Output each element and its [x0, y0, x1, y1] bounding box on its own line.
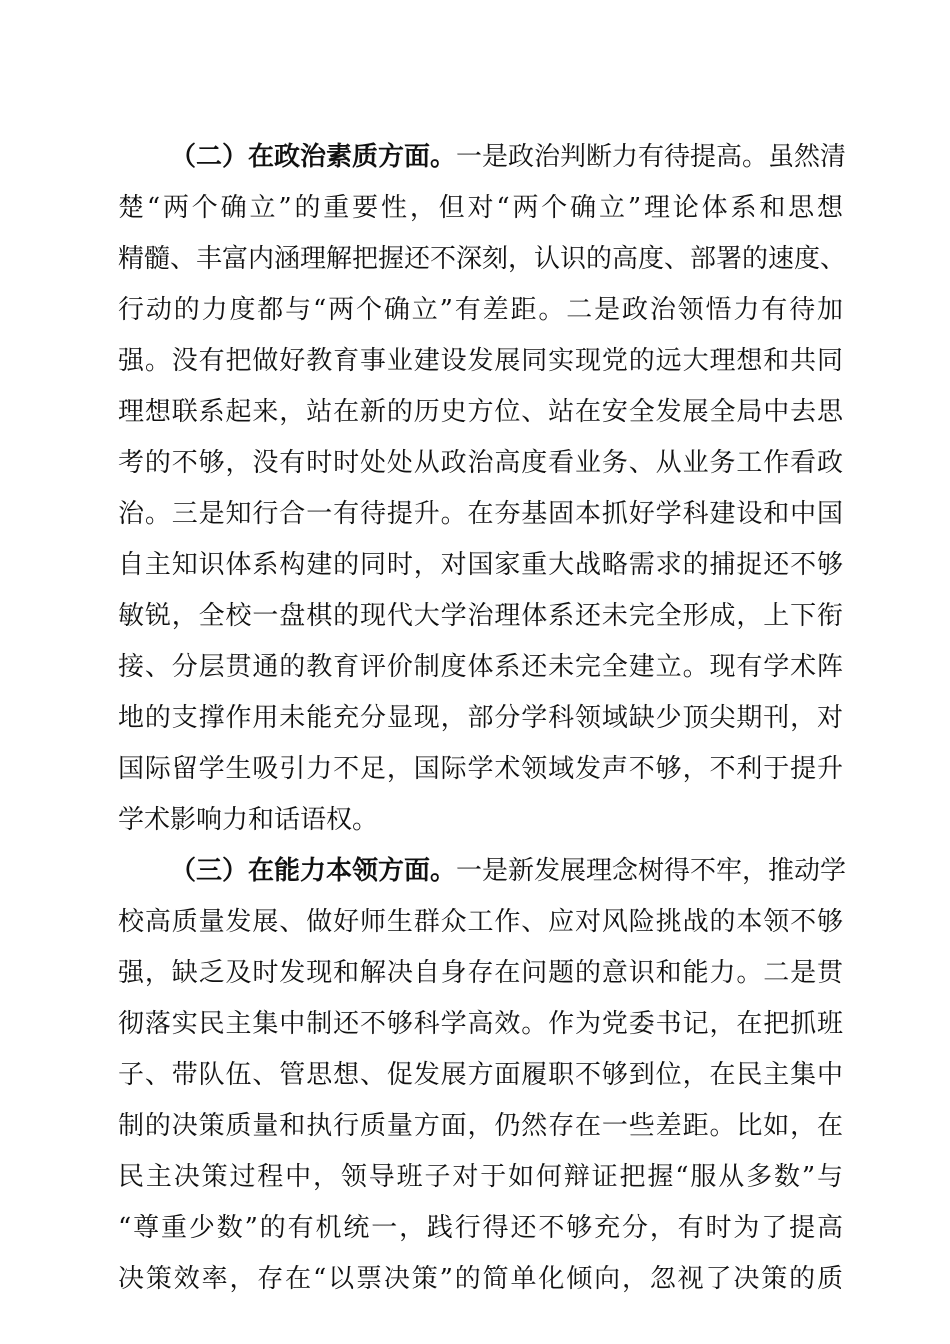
paragraph-line: 民主决策过程中，领导班子对于如何辩证把握“服从多数”与	[118, 1162, 843, 1192]
section-heading: （二）在政治素质方面。	[170, 142, 457, 172]
paragraph-text: 一是政治判断力有待提高。虽然清	[456, 142, 847, 172]
paragraph-line: 彻落实民主集中制还不够科学高效。作为党委书记，在把抓班	[118, 1009, 843, 1039]
paragraph-line: 敏锐，全校一盘棋的现代大学治理体系还未完全形成，上下衔	[118, 601, 843, 631]
paragraph-line	[170, 137, 847, 177]
paragraph-line: 接、分层贯通的教育评价制度体系还未完全建立。现有学术阵	[118, 652, 843, 682]
paragraph-line: 楚“两个确立”的重要性，但对“两个确立”理论体系和思想	[118, 193, 843, 223]
paragraph-line: 国际留学生吸引力不足，国际学术领域发声不够，不利于提升	[118, 754, 843, 784]
paragraph-line: 治。三是知行合一有待提升。在夯基固本抓好学科建设和中国	[118, 499, 843, 529]
paragraph-line	[170, 851, 847, 891]
paragraph-line: 理想联系起来，站在新的历史方位、站在安全发展全局中去思	[118, 397, 843, 427]
paragraph-line: “尊重少数”的有机统一，践行得还不够充分，有时为了提高	[118, 1213, 843, 1243]
paragraph-line: 考的不够，没有时时处处从政治高度看业务、从业务工作看政	[118, 448, 843, 478]
section-heading: （三）在能力本领方面。	[170, 856, 457, 886]
paragraph-line: 校高质量发展、做好师生群众工作、应对风险挑战的本领不够	[118, 907, 843, 937]
paragraph-text: 一是新发展理念树得不牢，推动学	[456, 856, 847, 886]
paragraph-line: 决策效率，存在“以票决策”的简单化倾向，忽视了决策的质	[118, 1264, 843, 1294]
paragraph-line: 子、带队伍、管思想、促发展方面履职不够到位，在民主集中	[118, 1060, 843, 1090]
paragraph-line: 制的决策质量和执行质量方面，仍然存在一些差距。比如，在	[118, 1111, 843, 1141]
paragraph-line: 地的支撑作用未能充分显现，部分学科领域缺少顶尖期刊，对	[118, 703, 843, 733]
paragraph-line: 强，缺乏及时发现和解决自身存在问题的意识和能力。二是贯	[118, 958, 843, 988]
paragraph-line: 行动的力度都与“两个确立”有差距。二是政治领悟力有待加	[118, 295, 843, 325]
paragraph-line: 精髓、丰富内涵理解把握还不深刻，认识的高度、部署的速度、	[118, 244, 847, 274]
paragraph-line: 强。没有把做好教育事业建设发展同实现党的远大理想和共同	[118, 346, 843, 376]
paragraph-line: 学术影响力和话语权。	[118, 805, 379, 835]
paragraph-line: 自主知识体系构建的同时，对国家重大战略需求的捕捉还不够	[118, 550, 843, 580]
